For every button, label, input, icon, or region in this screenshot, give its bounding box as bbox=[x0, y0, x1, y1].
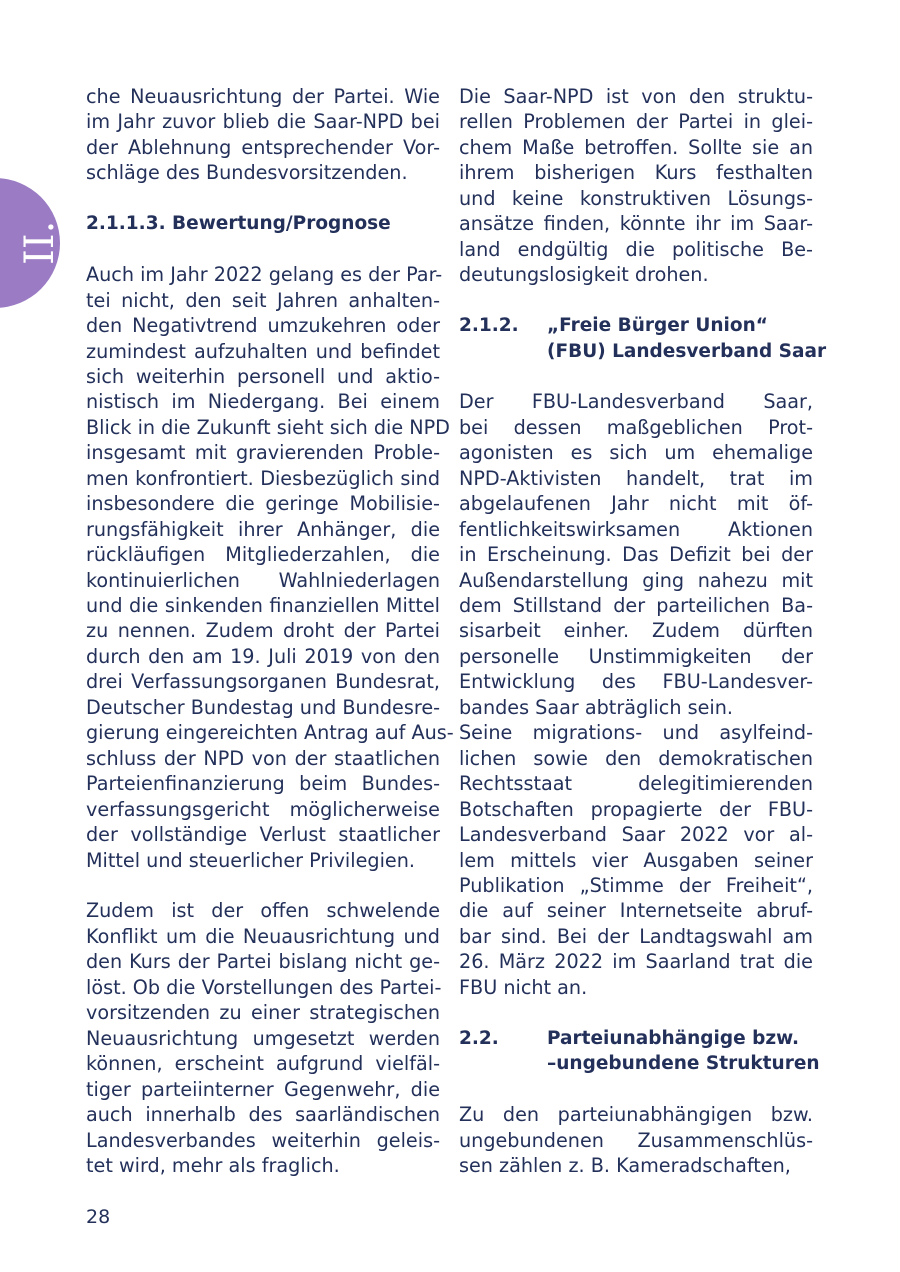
text-line: sen zählen z. B. Kameradschaften, bbox=[459, 1153, 791, 1177]
text-line: rungsfähigkeit ihrer Anhänger, die bbox=[86, 517, 440, 541]
text-line: Entwicklung des FBU-Landesver- bbox=[459, 670, 813, 694]
section-number: 2.1.2. bbox=[459, 315, 519, 337]
text-line: schluss der NPD von der staatlichen bbox=[86, 746, 440, 770]
text-line: agonisten es sich um ehemalige bbox=[459, 441, 813, 465]
section-heading-2-1-2-line2 bbox=[459, 339, 827, 364]
right-para-fbu bbox=[459, 389, 813, 720]
section-number: 2.2. bbox=[459, 1027, 499, 1049]
text-line: Landesverband Saar 2022 vor al- bbox=[459, 823, 813, 847]
text-line: ansätze finden, könnte ihr im Saar- bbox=[459, 212, 813, 236]
section-title-line2: (FBU) Landesverband Saar bbox=[547, 340, 827, 362]
text-line: löst. Ob die Vorstellungen des Partei- bbox=[86, 975, 442, 999]
right-column bbox=[459, 84, 827, 1178]
text-line: abgelaufenen Jahr nicht mit öf- bbox=[459, 492, 813, 516]
text-line: men konfrontiert. Diesbezüglich sind bbox=[86, 466, 440, 490]
text-line: Zudem ist der offen schwelende bbox=[86, 899, 440, 923]
text-line: bandes Saar abträglich sein. bbox=[459, 695, 734, 719]
section-title-line1: Parteiunabhängige bzw. bbox=[547, 1027, 800, 1049]
text-line: tei nicht, den seit Jahren anhalten- bbox=[86, 288, 440, 312]
text-line: kontinuierlichen Wahlniederlagen bbox=[86, 568, 440, 592]
text-line: sisarbeit einher. Zudem dürften bbox=[459, 619, 813, 643]
text-line: den Kurs der Partei bislang nicht ge- bbox=[86, 950, 440, 974]
text-line: durch den am 19. Juli 2019 von den bbox=[86, 644, 440, 668]
text-line: Publikation „Stimme der Freiheit“, bbox=[459, 874, 813, 898]
text-line: tet wird, mehr als fraglich. bbox=[86, 1153, 340, 1177]
text-line: drei Verfassungsorganen Bundesrat, bbox=[86, 670, 440, 694]
page-number: 28 bbox=[86, 1206, 111, 1228]
text-line: sich weiterhin personell und aktio- bbox=[86, 364, 440, 388]
text-line: die auf seiner Internetseite abruf- bbox=[459, 899, 813, 923]
text-line: gierung eingereichten Antrag auf Aus- bbox=[86, 721, 454, 745]
text-line: Der FBU-Landesverband Saar, bbox=[459, 390, 813, 414]
text-line: vorsitzenden zu einer strategischen bbox=[86, 1001, 440, 1025]
text-line: FBU nicht an. bbox=[459, 975, 588, 999]
text-line: land endgültig die politische Be- bbox=[459, 237, 813, 261]
text-line: NPD-Aktivisten handelt, trat im bbox=[459, 466, 813, 490]
text-line: Auch im Jahr 2022 gelang es der Par- bbox=[86, 263, 443, 287]
text-line: der Ablehnung entsprechender Vor- bbox=[86, 135, 440, 159]
text-line: Botschaften propagierte der FBU- bbox=[459, 797, 813, 821]
text-line: und die sinkenden finanziellen Mittel bbox=[86, 594, 440, 618]
text-line: tiger parteiinterner Gegenwehr, die bbox=[86, 1077, 440, 1101]
text-line: personelle Unstimmigkeiten der bbox=[459, 644, 813, 668]
text-line: Neuausrichtung umgesetzt werden bbox=[86, 1026, 440, 1050]
text-line: Rechtsstaat delegitimierenden bbox=[459, 772, 813, 796]
text-line: insbesondere die geringe Mobilisie- bbox=[86, 492, 440, 516]
text-line: Zu den parteiunabhängigen bzw. bbox=[459, 1103, 813, 1127]
chapter-tab-label: II. bbox=[17, 220, 63, 265]
right-para-continued bbox=[459, 84, 813, 288]
text-line: Parteienfinanzierung beim Bundes- bbox=[86, 772, 440, 796]
text-line: lem mittels vier Ausgaben seiner bbox=[459, 848, 813, 872]
text-line: in Erscheinung. Das Defizit bei der bbox=[459, 543, 813, 567]
text-line: zu nennen. Zudem droht der Partei bbox=[86, 619, 440, 643]
text-line: im Jahr zuvor blieb die Saar-NPD bei bbox=[86, 110, 440, 134]
text-line: bei dessen maßgeblichen Prot- bbox=[459, 415, 813, 439]
section-heading-2-1-2 bbox=[459, 313, 813, 338]
text-line: der vollständige Verlust staatlicher bbox=[86, 823, 440, 847]
text-line: nistisch im Niedergang. Bei einem bbox=[86, 390, 440, 414]
text-line: Seine migrations- und asylfeind- bbox=[459, 721, 813, 745]
text-line: Landesverbandes weiterhin geleis- bbox=[86, 1128, 440, 1152]
text-line: ihrem bisherigen Kurs festhalten bbox=[459, 161, 813, 185]
text-line: ungebundenen Zusammenschlüs- bbox=[459, 1128, 813, 1152]
text-line: fentlichkeitswirksamen Aktionen bbox=[459, 517, 813, 541]
text-line: insgesamt mit gravierenden Proble- bbox=[86, 441, 440, 465]
text-line: rückläufigen Mitgliederzahlen, die bbox=[86, 543, 440, 567]
text-line: dem Stillstand der parteilichen Ba- bbox=[459, 594, 813, 618]
left-para-continued bbox=[86, 84, 440, 186]
text-line: chem Maße betroffen. Sollte sie an bbox=[459, 135, 813, 159]
text-line: schläge des Bundesvorsitzenden. bbox=[86, 161, 408, 185]
text-line: Deutscher Bundestag und Bundesre- bbox=[86, 695, 441, 719]
text-line: und keine konstruktiven Lösungs- bbox=[459, 186, 813, 210]
text-line: Die Saar-NPD ist von den struktu- bbox=[459, 85, 813, 108]
text-line: den Negativtrend umzukehren oder bbox=[86, 314, 440, 338]
section-title-line2: –ungebundene Strukturen bbox=[547, 1053, 820, 1075]
right-para-structures bbox=[459, 1102, 813, 1178]
text-line: Konflikt um die Neuausrichtung und bbox=[86, 924, 440, 948]
section-title-line1: „Freie Bürger Union“ bbox=[547, 315, 768, 337]
right-para-messages bbox=[459, 720, 813, 1000]
text-line: che Neuausrichtung der Partei. Wie bbox=[86, 85, 440, 108]
section-heading-2-1-1-3: 2.1.1.3. Bewertung/Prognose bbox=[86, 213, 391, 235]
text-line: deutungslosigkeit drohen. bbox=[459, 263, 709, 287]
text-line: bar sind. Bei der Landtagswahl am bbox=[459, 924, 813, 948]
left-para-assessment bbox=[86, 262, 454, 873]
text-line: Blick in die Zukunft sieht sich die NPD bbox=[86, 415, 450, 439]
left-column bbox=[86, 84, 454, 1178]
text-line: 26. März 2022 im Saarland trat die bbox=[459, 950, 813, 974]
text-line: auch innerhalb des saarländischen bbox=[86, 1103, 440, 1127]
text-line: verfassungsgericht möglicherweise bbox=[86, 797, 440, 821]
section-heading-2-2-line2 bbox=[459, 1051, 820, 1076]
left-para-conflict bbox=[86, 898, 440, 1178]
text-line: können, erscheint aufgrund vielfäl- bbox=[86, 1052, 440, 1076]
text-line: Außendarstellung ging nahezu mit bbox=[459, 568, 813, 592]
text-line: Mittel und steuerlicher Privilegien. bbox=[86, 848, 415, 872]
section-heading-2-2 bbox=[459, 1026, 813, 1051]
text-line: rellen Problemen der Partei in glei- bbox=[459, 110, 813, 134]
text-line: zumindest aufzuhalten und befindet bbox=[86, 339, 440, 363]
text-line: lichen sowie den demokratischen bbox=[459, 746, 813, 770]
